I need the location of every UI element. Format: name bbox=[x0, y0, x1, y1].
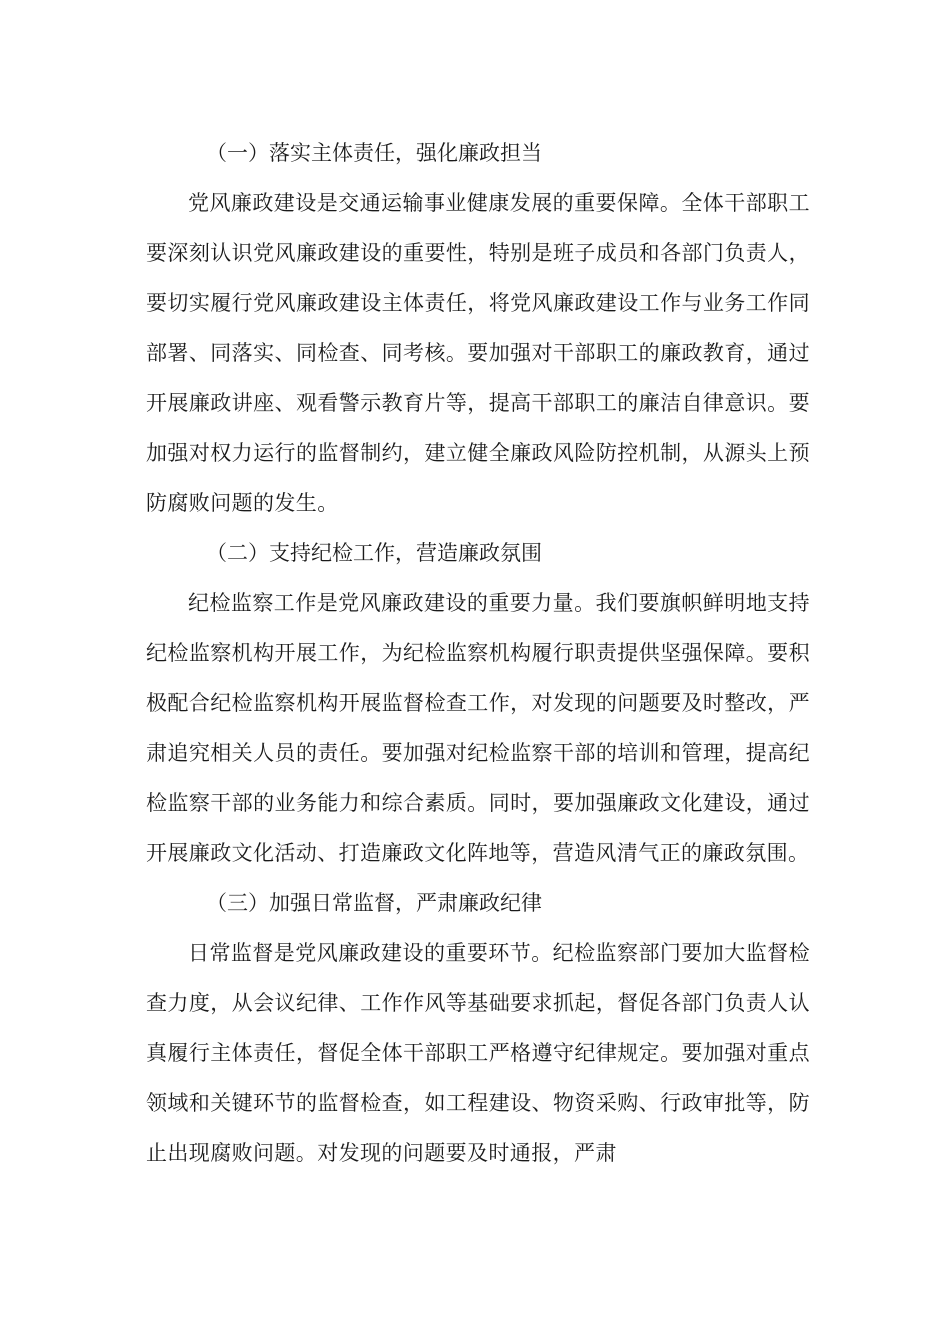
document-body bbox=[146, 128, 810, 1178]
section-heading-3: （三）加强日常监督，严肃廉政纪律 bbox=[206, 891, 542, 915]
section-paragraph-3: 日常监督是党风廉政建设的重要环节。纪检监察部门要加大监督检查力度，从会议纪律、工作作风等基础要求抓起，督促各部门负责人认真履行主体责任，督促全体干部职工严格遵守纪律规定。要加强对重点领域和关键环节的监督检查，如工程建设、物资采购、行政审批等，防止出现腐败问题。对发现的问题要及时通报，严肃 bbox=[146, 941, 810, 1165]
section-heading-2: （二）支持纪检工作，营造廉政氛围 bbox=[206, 541, 542, 565]
section-heading-1: （一）落实主体责任，强化廉政担当 bbox=[206, 141, 542, 165]
section-paragraph-2: 纪检监察工作是党风廉政建设的重要力量。我们要旗帜鲜明地支持纪检监察机构开展工作，为纪检监察机构履行职责提供坚强保障。要积极配合纪检监察机构开展监督检查工作，对发现的问题要及时整改，严肃追究相关人员的责任。要加强对纪检监察干部的培训和管理，提高纪检监察干部的业务能力和综合素质。同时，要加强廉政文化建设，通过开展廉政文化活动、打造廉政文化阵地等，营造风清气正的廉政氛围。 bbox=[146, 591, 810, 865]
section-paragraph-1: 党风廉政建设是交通运输事业健康发展的重要保障。全体干部职工要深刻认识党风廉政建设的重要性，特别是班子成员和各部门负责人，要切实履行党风廉政建设主体责任，将党风廉政建设工作与业务工作同部署、同落实、同检查、同考核。要加强对干部职工的廉政教育，通过开展廉政讲座、观看警示教育片等，提高干部职工的廉洁自律意识。要加强对权力运行的监督制约，建立健全廉政风险防控机制，从源头上预防腐败问题的发生。 bbox=[146, 191, 810, 515]
